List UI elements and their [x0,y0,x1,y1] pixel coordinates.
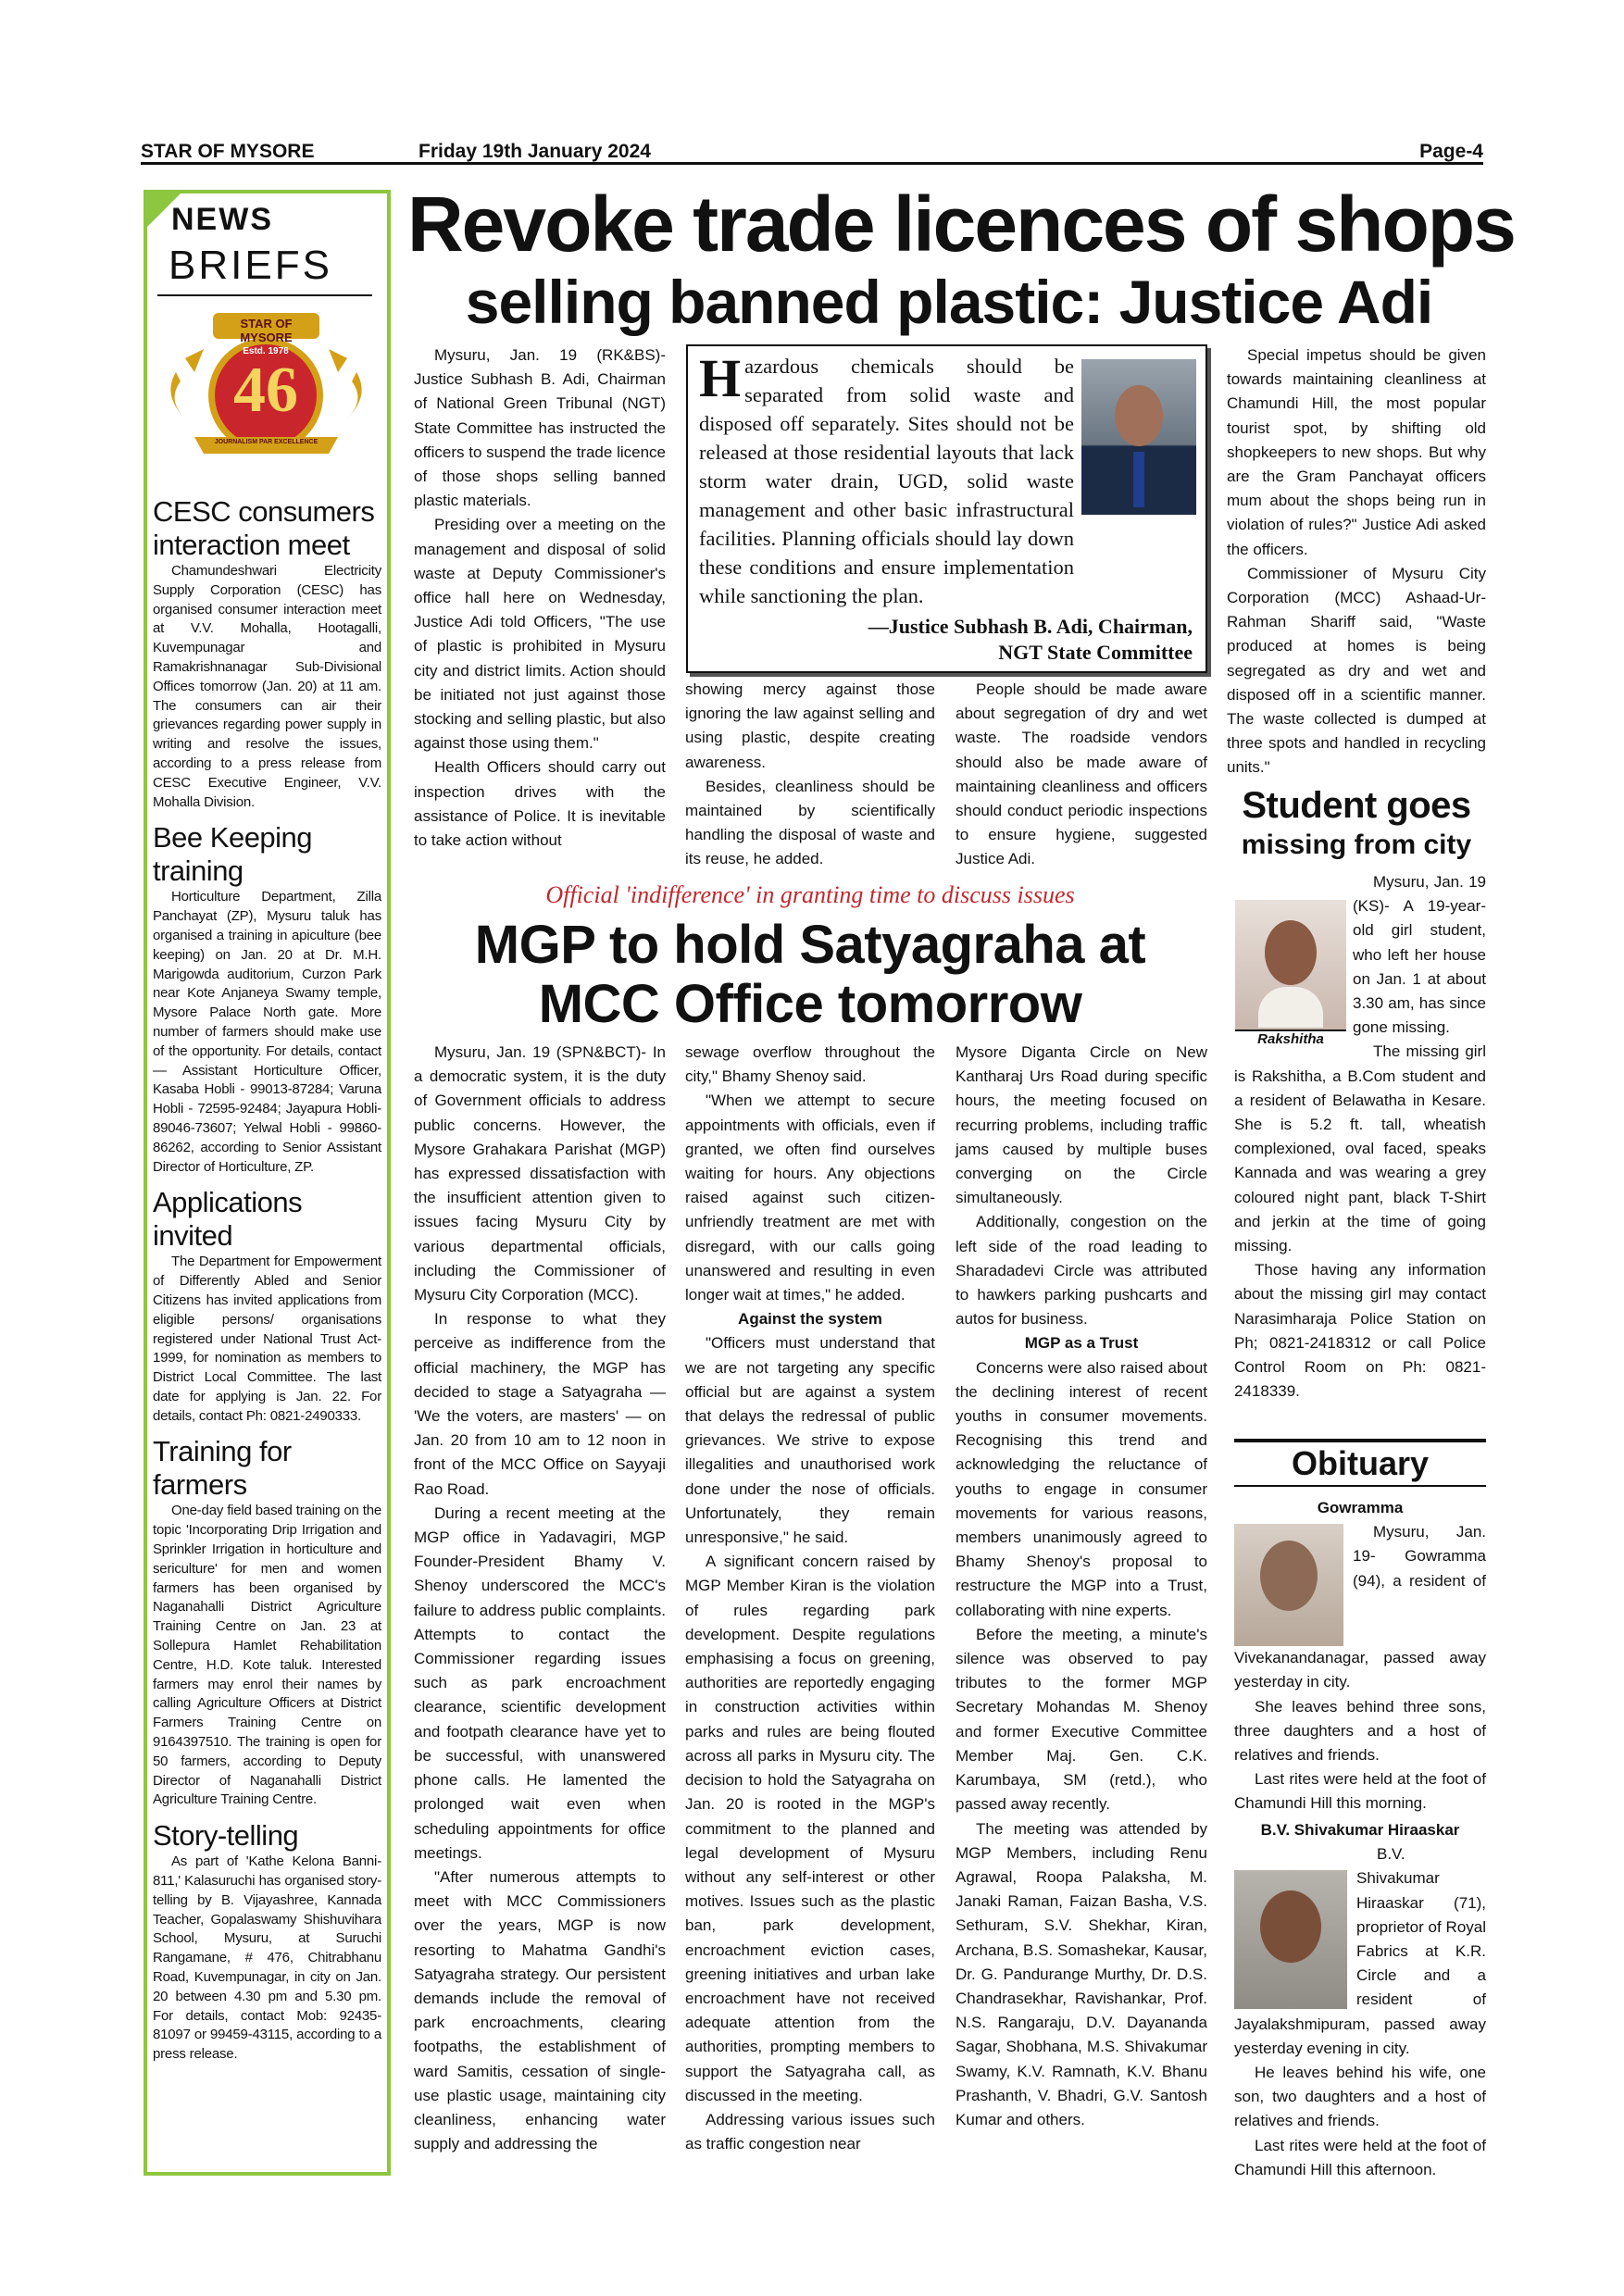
mgp-para: Addressing various issues such as traffic congestion near [685,2110,935,2153]
paper-name: STAR OF MYSORE [141,141,315,162]
briefs-list [153,495,381,2065]
logo-bottom-text: JOURNALISM PAR EXCELLENCE [214,439,319,445]
brief-title: CESC consumers interaction meet [153,495,375,561]
quote-attribution-1: —Justice Subhash B. Adi, Chairman, [868,615,1193,638]
justice-adi-photo [1081,359,1196,515]
mgp-para: The meeting was attended by MGP Members, including Renu Agrawal, Roopa Palaksha, M. Janaki Raman, Faizan Basha, V.S. Sethuram, S.V. Shekhar, Kiran, Archana, B.S. Somashekar, Kausar, Dr. G. Pandurange Murthy, Dr. D.S. Chandrasekhar, Ravishankar, Prof. N.S. Rangaraju, D.V. Dayananda Sagar, Shobhana, M.S. Shivakumar Swamy, K.V. Ramnath, K.V. Bhanu Prashanth, V. Bhadri, G.V. Santosh Kumar and others. [956,1819,1207,2128]
brief-item [153,1186,381,1426]
lead-column-4 [1227,343,1486,780]
briefs-title-news: NEWS [171,202,273,237]
lead-para: Besides, cleanliness should be maintained by scientifically handling the disposal of waste and its reuse, he added. [685,777,935,868]
lead-para: People should be made aware about segregation of dry and wet waste. The roadside vendors should also be made aware of maintaining cleanliness and officers should conduct periodic inspections to ensure hygiene, suggested Justice Adi. [956,680,1207,868]
quote-body: azardous chemicals should be separated from solid waste and disposed off separately. Sites should not be released at those residential layouts that lack storm water drain, UGD, solid waste management and other basic infrastructural facilities. Planning officials should lay down these conditions and ensure implementation while sanctioning the plan. [699,355,1074,607]
student-lead: Mysuru, Jan. 19 (KS)- A 19-year-old girl student, who left her house on Jan. 1 at about 3.30 am, has since gone missing. [1353,873,1486,1037]
mgp-para: Additionally, congestion on the left side of the road leading to Sharadadevi Circle was attributed to hawkers parking pushcarts and autos for business. [956,1213,1207,1329]
lead-headline-line2: selling banned plastic: Justice Adi [465,268,1433,336]
brief-title: Training for farmers [153,1435,292,1502]
brief-title: Story-telling [153,1819,299,1853]
mgp-column-1 [414,1041,666,2156]
mgp-column-3 [956,1041,1207,2132]
mgp-para: "After numerous attempts to meet with MCC Commissioners over the years, MGP is now resorting to Mahatma Gandhi's Satyagraha strategy. Our persistent demands include the removal of park encroachments, clearing footpaths, the establishment of ward Samitis, cessation of single-use plastic usage, maintaining city cleanliness, enhancing water supply and addressing the [414,1867,666,2153]
brief-body: Chamundeshwari Electricity Supply Corporation (CESC) has organised consumer interaction meet at V.V. Mohalla, Hootagalli, Kuvempunagar and Ramakrishnanagar Sub-Divisional Offices tomorrow (Jan. 20) at 11 am. The consumers can air their grievances regarding power supply in writing and resolve the issues, according to a press release from CESC Executive Engineer, V.V. Mohalla Division. [153,563,381,810]
obit-name-1: Gowramma [1317,1499,1404,1516]
brief-item [153,1435,381,1810]
obit-text: Mysuru, Jan. 19- Gowramma (94), a resident of Vivekanandanagar, passed away yesterday in city. [1234,1523,1486,1691]
logo-estd: Estd. 1978 [243,346,289,356]
brief-item [153,821,381,1177]
brief-body: As part of 'Kathe Kelona Banni-811,' Kalasuruchi has organised story-telling by B. Vijayashree, Kannada Teacher, Gopalaswamy Shishuvihara School, Mysuru, at Suruchi Rangamane, # 476, Chitrabhanu Road, Kuvempunagar, in city on Jan. 20 between 4.30 pm and 5.30 pm. For details, contact Mob: 92435-81097 or 99459-43115, according to a press release. [153,1853,381,2063]
lead-para: Commissioner of Mysuru City Corporation (MCC) Ashaad-Ur-Rahman Shariff said, "Waste produced at homes is being segregated as dry and wet and disposed off in a scientific manner. The waste collected is dumped at three spots and handled in recycling units." [1227,564,1486,777]
mgp-para: Mysuru, Jan. 19 (SPN&BCT)- In a democratic system, it is the duty of Government officials to address public concerns. However, the Mysore Grahakara Parishat (MGP) has expressed dissatisfaction with the insufficient attention given to issues facing Mysuru City by various departmental officials, including the Commissioner of Mysuru City Corporation (MCC). [414,1043,666,1304]
brief-body: Horticulture Department, Zilla Panchayat (ZP), Mysuru taluk has organised a training in apiculture (bee keeping) on Jan. 20 at Dr. M.H. Marigowda auditorium, Curzon Park near Kote Anjaneya Swamy temple, Mysore Palace North gate. More number of farmers should make use of the opportunity. For details, contact — Assistant Horticulture Officer, Kasaba Hobli - 99013-87284; Varuna Hobli - 72595-92484; Jayapura Hobli- 89046-73607; Yelwal Hobli - 99860-86262, according to Senior Assistant Director of Horticulture, ZP. [153,889,381,1175]
lead-column-3 [956,678,1207,872]
subhead-mgp-as-a-trust: MGP as a Trust [1024,1334,1139,1353]
pull-quote-text [699,348,1074,610]
brief-item [153,495,381,812]
student-para: Those having any information about the missing girl may contact Narasimharaja Police Station on Ph; 0821-2418312 or call Police Control Room on Ph: 0821-2418339. [1234,1261,1486,1401]
brief-body: The Department for Empowerment of Differently Abled and Senior Citizens has invited applications from eligible persons/ organisations registered under National Trust Act-1999, for nomination as members to District Local Committee. The last date for applying is Jan. 22. For details, contact Ph: 0821-2490333. [153,1254,381,1424]
mgp-para: "When we attempt to secure appointments with officials, even if granted, we often find ourselves waiting for hours. Any objections raised against such citizen-unfriendly treatment are met with disregard, with our calls going unanswered and resulting in even longer wait at times," he added. [685,1092,935,1304]
shivakumar-photo [1234,1870,1347,2009]
obituary-shivakumar [1234,1818,1486,2182]
brief-title: Bee Keeping training [153,821,313,888]
gowramma-photo [1234,1524,1343,1646]
mgp-column-2 [685,1041,935,2156]
subhead-against-the-system: Against the system [738,1310,882,1329]
lead-column-1 [414,343,666,853]
mgp-para: In response to what they perceive as indifference from the official machinery, the MGP has decided to stage a Satyagraha — 'We the voters, are masters' — on Jan. 20 from 10 am to 12 noon in front of the MCC Office on Sayyaji Rao Road. [414,1310,666,1498]
student-para: The missing girl is Rakshitha, a B.Com student and a resident of Belawatha in Kesare. She is 5.2 ft. tall, wheatish complexioned, oval faced, speaks Kannada and was wearing a grey coloured night pant, black T-Shirt and jerkin at the time of going missing. [1234,1042,1486,1255]
lead-headline-line1: Revoke trade licences of shops [407,181,1515,268]
brief-item [153,1819,381,2065]
obit-text: Last rites were held at the foot of Chamundi Hill this morning. [1234,1770,1486,1813]
quote-attribution-2: NGT State Committee [998,641,1193,664]
mgp-para: Mysore Diganta Circle on New Kantharaj Urs Road during specific hours, the meeting focused on recurring problems, including traffic jams caused by multiple buses converging on the Circle simultaneously. [956,1043,1207,1207]
mgp-kicker: Official 'indifference' in granting time to discuss issues [545,881,1075,908]
lead-column-2 [685,678,935,872]
obit-name-2: B.V. Shivakumar Hiraaskar [1260,1821,1460,1839]
mgp-para: "Officers must understand that we are not targeting any specific official but are against a system that delays the redressal of public grievances. We strive to expose illegalities and unauthorised work done under the nose of officials. Unfortunately, they remain unresponsive," he said. [685,1334,935,1547]
mgp-para: A significant concern raised by MGP Member Kiran is the violation of rules regarding park development. Despite regulations emphasising a focus on greening, authorities are reportedly engaging in construction activities within parks and rules are being flouted across all parks in Mysuru city. The decision to hold the Satyagraha on Jan. 20 is rooted in the MGP's commitment to the planned and legal development of Mysuru without any self-interest or other motives. Issues such as the plastic ban, park development, encroachment eviction cases, greening initiatives and urban lake encroachment have not received adequate attention from the authorities, prompting members to support the Satyagraha call, as discussed in the meeting. [685,1553,935,2104]
logo-number: 46 [233,355,298,426]
obit-text: Last rites were held at the foot of Chamundi Hill this afternoon. [1234,2136,1486,2178]
lead-para: Presiding over a meeting on the management and disposal of solid waste at Deputy Commissioner's office hall here on Wednesday, Justice Adi told Officers, "The use of plastic is prohibited in Mysuru city and district limits. Action should be initiated not just against those stocking and selling plastic, but also against those using them." [414,516,666,753]
briefs-rule [157,294,372,296]
brief-body: One-day field based training on the topic 'Incorporating Drip Irrigation and Sprinkler Irrigation in horticulture and sericulture' for men and women farmers has been organised by Naganahalli District Agriculture Training Centre on Jan. 23 at Sollepura Hamlet Rehabilitation Centre, H.D. Kote taluk. Interested farmers may enrol their names by calling Agriculture Officers at District Farmers Training Centre on 9164397510. The training is open for 50 farmers, according to Deputy Director of Naganahalli District Agriculture Training Centre. [153,1503,381,1808]
mgp-headline-line1: MGP to hold Satyagraha at [474,915,1146,975]
student-headline-line2: missing from city [1241,830,1472,860]
lead-para: Special impetus should be given towards maintaining cleanliness at Chamundi Hill, the most popular tourist spot, by shifting old shopkeepers to new shops. But why are the Gram Panchayat officers mum about the shops being run in violation of rules?" Justice Adi asked the officers. [1227,346,1486,558]
lead-para: showing mercy against those ignoring the law against selling and using plastic, despite creating awareness. [685,680,935,771]
mgp-headline-line2: MCC Office tomorrow [538,974,1082,1034]
logo-top-text: STAR OF MYSORE [240,317,293,344]
obituary-gowramma [1234,1496,1486,1816]
student-article [1234,870,1486,1404]
obituary-title: Obituary [1234,1439,1486,1487]
mgp-para: sewage overflow throughout the city," Bhamy Shenoy said. [685,1043,935,1086]
mgp-para: Before the meeting, a minute's silence was observed to pay tributes to the former MGP Secretary Mohandas M. Shenoy and former Executive Committee Member Maj. Gen. C.K. Karumbaya, SM (retd.), who passed away recently. [956,1625,1207,1814]
page-number: Page-4 [1419,141,1483,162]
brief-title: Applications invited [153,1186,303,1253]
briefs-title-briefs: BRIEFS [169,243,332,288]
lead-para: Health Officers should carry out inspection drives with the assistance of Police. It is inevitable to take action without [414,758,666,850]
obit-text: She leaves behind three sons, three daughters and a host of relatives and friends. [1234,1697,1486,1765]
mgp-para: Concerns were also raised about the declining interest of recent youths in consumer movements. Recognising this trend and acknowledging the reluctance of youths to engage in consumer movements for various reasons, members unanimously agreed to Bhamy Shenoy's proposal to restructure the MGP into a Trust, collaborating with nine experts. [956,1358,1207,1619]
student-headline-line1: Student goes [1242,785,1471,826]
mgp-para: During a recent meeting at the MGP office in Yadavagiri, MGP Founder-President Bhamy V. Shenoy underscored the MCC's failure to address public complaints. Attempts to contact the Commissioner regarding issues such as park encroachment clearance, scientific development and footpath clearance have yet to be successful, with unanswered phone calls. He lamented the prolonged wait even when scheduling appointments for office meetings. [414,1504,666,1862]
pull-quote-box [686,344,1207,673]
quote-dropcap: H [699,348,742,408]
obit-text: B.V. Shivakumar Hiraaskar (71), proprietor of Royal Fabrics at K.R. Circle and a resident of Jayalakshmipuram, passed away yesterday evening in city. [1234,1845,1486,2057]
issue-date: Friday 19th January 2024 [418,141,651,162]
obit-text: He leaves behind his wife, one son, two daughters and a host of relatives and friends. [1234,2064,1486,2130]
star-of-mysore-46-logo [157,307,375,474]
rakshitha-caption: Rakshitha [1235,1029,1346,1047]
lead-para: Mysuru, Jan. 19 (RK&BS)- Justice Subhash B. Adi, Chairman of National Green Tribunal (NGT) State Committee has instructed the officers to suspend the trade licence of those shops selling banned plastic materials. [414,346,666,510]
masthead [141,139,1483,165]
